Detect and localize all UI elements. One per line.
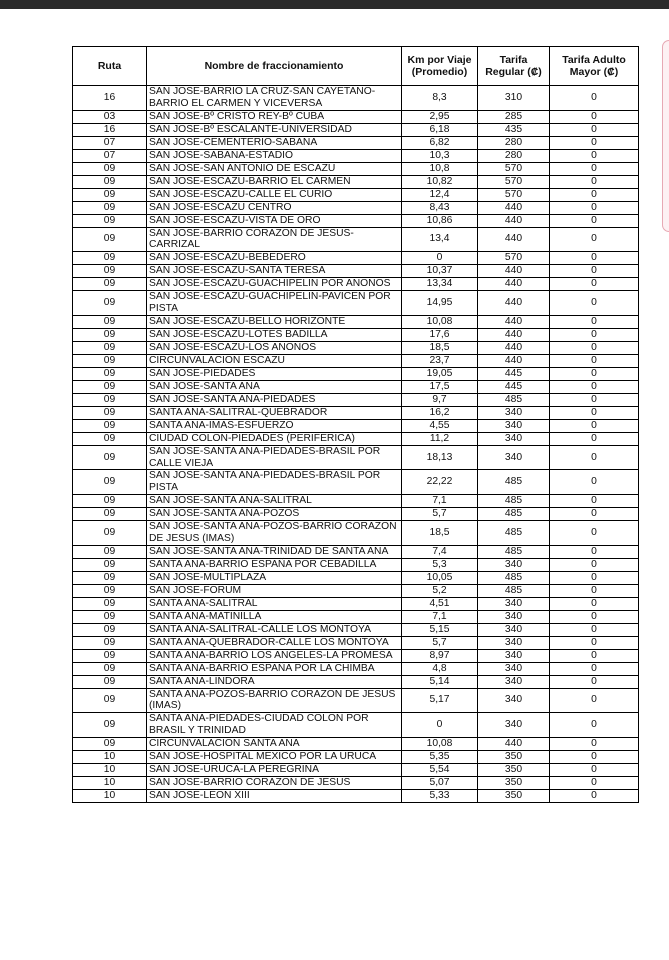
table-row bbox=[73, 713, 639, 738]
cell-tarifa-regular: 340 bbox=[478, 713, 550, 738]
cell-tarifa-adulto: 0 bbox=[550, 763, 639, 776]
cell-nombre: SAN JOSE-ESCAZU-LOS ANONOS bbox=[147, 341, 402, 354]
table-row bbox=[73, 367, 639, 380]
cell-tarifa-regular: 340 bbox=[478, 432, 550, 445]
cell-tarifa-adulto: 0 bbox=[550, 584, 639, 597]
top-bar bbox=[0, 0, 669, 9]
cell-km: 22,22 bbox=[402, 470, 478, 495]
cell-nombre: SAN JOSE-PIEDADES bbox=[147, 367, 402, 380]
cell-tarifa-regular: 440 bbox=[478, 737, 550, 750]
cell-ruta: 07 bbox=[73, 136, 147, 149]
cell-tarifa-adulto: 0 bbox=[550, 291, 639, 316]
cell-ruta: 09 bbox=[73, 341, 147, 354]
table-row bbox=[73, 520, 639, 545]
cell-km: 17,6 bbox=[402, 328, 478, 341]
cell-tarifa-adulto: 0 bbox=[550, 750, 639, 763]
table-row bbox=[73, 445, 639, 470]
table-row bbox=[73, 750, 639, 763]
cell-nombre: SAN JOSE-ESCAZU-LOTES BADILLA bbox=[147, 328, 402, 341]
cell-km: 12,4 bbox=[402, 188, 478, 201]
cell-tarifa-regular: 350 bbox=[478, 763, 550, 776]
cell-nombre: SAN JOSE-ESCAZU-SANTA TERESA bbox=[147, 265, 402, 278]
cell-km: 5,7 bbox=[402, 507, 478, 520]
cell-km: 10,08 bbox=[402, 737, 478, 750]
cell-tarifa-regular: 445 bbox=[478, 380, 550, 393]
header-row bbox=[73, 47, 639, 86]
cell-km: 10,86 bbox=[402, 214, 478, 227]
table-row bbox=[73, 688, 639, 713]
table-row bbox=[73, 123, 639, 136]
table-row bbox=[73, 649, 639, 662]
cell-tarifa-adulto: 0 bbox=[550, 86, 639, 111]
cell-tarifa-regular: 570 bbox=[478, 252, 550, 265]
cell-nombre: SAN JOSE-ESCAZU-BELLO HORIZONTE bbox=[147, 315, 402, 328]
cell-ruta: 09 bbox=[73, 584, 147, 597]
cell-tarifa-regular: 440 bbox=[478, 278, 550, 291]
cell-km: 14,95 bbox=[402, 291, 478, 316]
cell-ruta: 09 bbox=[73, 201, 147, 214]
cell-tarifa-adulto: 0 bbox=[550, 545, 639, 558]
cell-tarifa-regular: 570 bbox=[478, 162, 550, 175]
cell-tarifa-adulto: 0 bbox=[550, 688, 639, 713]
cell-ruta: 07 bbox=[73, 149, 147, 162]
cell-km: 18,5 bbox=[402, 341, 478, 354]
cell-nombre: SANTA ANA-BARRIO LOS ANGELES-LA PROMESA bbox=[147, 649, 402, 662]
table-row bbox=[73, 393, 639, 406]
cell-km: 5,15 bbox=[402, 623, 478, 636]
cell-tarifa-adulto: 0 bbox=[550, 278, 639, 291]
cell-nombre: SAN JOSE-SANTA ANA-PIEDADES-BRASIL POR CALLE VIEJA bbox=[147, 445, 402, 470]
cell-km: 19,05 bbox=[402, 367, 478, 380]
cell-km: 8,97 bbox=[402, 649, 478, 662]
cell-tarifa-regular: 280 bbox=[478, 149, 550, 162]
table-row bbox=[73, 789, 639, 802]
cell-tarifa-adulto: 0 bbox=[550, 636, 639, 649]
cell-km: 18,5 bbox=[402, 520, 478, 545]
cell-km: 5,33 bbox=[402, 789, 478, 802]
table-row bbox=[73, 354, 639, 367]
cell-nombre: SANTA ANA-PIEDADES-CIUDAD COLON POR BRASIL Y TRINIDAD bbox=[147, 713, 402, 738]
cell-tarifa-regular: 485 bbox=[478, 520, 550, 545]
cell-tarifa-adulto: 0 bbox=[550, 328, 639, 341]
cell-tarifa-adulto: 0 bbox=[550, 367, 639, 380]
cell-km: 7,1 bbox=[402, 494, 478, 507]
header-tarifa-regular: Tarifa Regular (₡) bbox=[478, 47, 550, 86]
cell-tarifa-regular: 440 bbox=[478, 291, 550, 316]
cell-ruta: 09 bbox=[73, 380, 147, 393]
table-row bbox=[73, 470, 639, 495]
cell-tarifa-regular: 340 bbox=[478, 623, 550, 636]
table-row bbox=[73, 227, 639, 252]
cell-ruta: 09 bbox=[73, 494, 147, 507]
cell-tarifa-regular: 440 bbox=[478, 214, 550, 227]
cell-km: 10,82 bbox=[402, 175, 478, 188]
cell-km: 11,2 bbox=[402, 432, 478, 445]
cell-ruta: 09 bbox=[73, 597, 147, 610]
cell-nombre: SANTA ANA-POZOS-BARRIO CORAZON DE JESUS (IMAS) bbox=[147, 688, 402, 713]
cell-nombre: SAN JOSE-ESCAZU-GUACHIPELIN POR ANONOS bbox=[147, 278, 402, 291]
cell-tarifa-regular: 445 bbox=[478, 367, 550, 380]
cell-nombre: SANTA ANA-QUEBRADOR-CALLE LOS MONTOYA bbox=[147, 636, 402, 649]
cell-nombre: SAN JOSE-CEMENTERIO-SABANA bbox=[147, 136, 402, 149]
cell-tarifa-regular: 440 bbox=[478, 201, 550, 214]
cell-ruta: 09 bbox=[73, 291, 147, 316]
cell-tarifa-adulto: 0 bbox=[550, 123, 639, 136]
cell-nombre: SAN JOSE-SANTA ANA-PIEDADES-BRASIL POR PISTA bbox=[147, 470, 402, 495]
table-row bbox=[73, 494, 639, 507]
cell-ruta: 09 bbox=[73, 419, 147, 432]
cell-nombre: SANTA ANA-SALITRAL-CALLE LOS MONTOYA bbox=[147, 623, 402, 636]
cell-nombre: SAN JOSE-Bº ESCALANTE-UNIVERSIDAD bbox=[147, 123, 402, 136]
table-row bbox=[73, 110, 639, 123]
cell-tarifa-regular: 440 bbox=[478, 354, 550, 367]
cell-ruta: 09 bbox=[73, 354, 147, 367]
table-row bbox=[73, 315, 639, 328]
cell-ruta: 09 bbox=[73, 227, 147, 252]
cell-km: 6,18 bbox=[402, 123, 478, 136]
cell-ruta: 09 bbox=[73, 470, 147, 495]
cell-tarifa-adulto: 0 bbox=[550, 162, 639, 175]
cell-tarifa-adulto: 0 bbox=[550, 520, 639, 545]
cell-tarifa-adulto: 0 bbox=[550, 406, 639, 419]
cell-km: 16,2 bbox=[402, 406, 478, 419]
cell-tarifa-regular: 570 bbox=[478, 188, 550, 201]
cell-km: 0 bbox=[402, 252, 478, 265]
cell-nombre: SAN JOSE-BARRIO CORAZON DE JESUS bbox=[147, 776, 402, 789]
cell-km: 8,3 bbox=[402, 86, 478, 111]
cell-tarifa-regular: 340 bbox=[478, 419, 550, 432]
table-row bbox=[73, 328, 639, 341]
cell-ruta: 09 bbox=[73, 737, 147, 750]
table-row bbox=[73, 507, 639, 520]
cell-ruta: 10 bbox=[73, 776, 147, 789]
cell-tarifa-regular: 350 bbox=[478, 789, 550, 802]
cell-ruta: 09 bbox=[73, 328, 147, 341]
cell-tarifa-adulto: 0 bbox=[550, 789, 639, 802]
cell-tarifa-adulto: 0 bbox=[550, 494, 639, 507]
table-row bbox=[73, 432, 639, 445]
cell-tarifa-adulto: 0 bbox=[550, 610, 639, 623]
cell-tarifa-regular: 340 bbox=[478, 636, 550, 649]
cell-tarifa-adulto: 0 bbox=[550, 188, 639, 201]
cell-nombre: SAN JOSE-Bº CRISTO REY-Bº CUBA bbox=[147, 110, 402, 123]
table-row bbox=[73, 380, 639, 393]
table-row bbox=[73, 662, 639, 675]
cell-tarifa-regular: 340 bbox=[478, 406, 550, 419]
table-row bbox=[73, 737, 639, 750]
cell-km: 5,54 bbox=[402, 763, 478, 776]
cell-tarifa-adulto: 0 bbox=[550, 265, 639, 278]
cell-ruta: 09 bbox=[73, 265, 147, 278]
cell-tarifa-regular: 440 bbox=[478, 315, 550, 328]
cell-tarifa-adulto: 0 bbox=[550, 507, 639, 520]
cell-tarifa-regular: 485 bbox=[478, 571, 550, 584]
cell-nombre: SAN JOSE-ESCAZU-VISTA DE ORO bbox=[147, 214, 402, 227]
cell-tarifa-adulto: 0 bbox=[550, 597, 639, 610]
table-row bbox=[73, 545, 639, 558]
table-row bbox=[73, 291, 639, 316]
cell-tarifa-regular: 310 bbox=[478, 86, 550, 111]
table-row bbox=[73, 636, 639, 649]
cell-tarifa-adulto: 0 bbox=[550, 445, 639, 470]
side-scroll-handle[interactable] bbox=[662, 40, 669, 232]
cell-ruta: 09 bbox=[73, 406, 147, 419]
cell-tarifa-adulto: 0 bbox=[550, 623, 639, 636]
cell-km: 10,05 bbox=[402, 571, 478, 584]
cell-ruta: 09 bbox=[73, 545, 147, 558]
cell-km: 13,34 bbox=[402, 278, 478, 291]
table-row bbox=[73, 763, 639, 776]
table-row bbox=[73, 558, 639, 571]
cell-tarifa-regular: 285 bbox=[478, 110, 550, 123]
cell-ruta: 09 bbox=[73, 649, 147, 662]
table-row bbox=[73, 136, 639, 149]
table-row bbox=[73, 776, 639, 789]
cell-ruta: 09 bbox=[73, 520, 147, 545]
cell-km: 7,4 bbox=[402, 545, 478, 558]
cell-tarifa-regular: 485 bbox=[478, 584, 550, 597]
cell-tarifa-adulto: 0 bbox=[550, 214, 639, 227]
cell-tarifa-regular: 340 bbox=[478, 675, 550, 688]
table-row bbox=[73, 571, 639, 584]
cell-tarifa-regular: 440 bbox=[478, 341, 550, 354]
cell-nombre: CIRCUNVALACION SANTA ANA bbox=[147, 737, 402, 750]
cell-nombre: CIRCUNVALACION ESCAZU bbox=[147, 354, 402, 367]
cell-tarifa-regular: 340 bbox=[478, 649, 550, 662]
cell-ruta: 10 bbox=[73, 763, 147, 776]
table-row bbox=[73, 406, 639, 419]
cell-km: 23,7 bbox=[402, 354, 478, 367]
cell-km: 5,35 bbox=[402, 750, 478, 763]
cell-nombre: SANTA ANA-SALITRAL-QUEBRADOR bbox=[147, 406, 402, 419]
cell-ruta: 09 bbox=[73, 162, 147, 175]
cell-tarifa-adulto: 0 bbox=[550, 201, 639, 214]
table-row bbox=[73, 584, 639, 597]
cell-ruta: 09 bbox=[73, 610, 147, 623]
table-row bbox=[73, 175, 639, 188]
table-row bbox=[73, 162, 639, 175]
cell-km: 8,43 bbox=[402, 201, 478, 214]
cell-nombre: SANTA ANA-SALITRAL bbox=[147, 597, 402, 610]
cell-nombre: SAN JOSE-ESCAZU-BARRIO EL CARMEN bbox=[147, 175, 402, 188]
cell-nombre: SAN JOSE-ESCAZU-GUACHIPELIN-PAVICEN POR PISTA bbox=[147, 291, 402, 316]
cell-km: 18,13 bbox=[402, 445, 478, 470]
cell-tarifa-adulto: 0 bbox=[550, 649, 639, 662]
cell-ruta: 09 bbox=[73, 393, 147, 406]
cell-ruta: 09 bbox=[73, 432, 147, 445]
cell-tarifa-adulto: 0 bbox=[550, 136, 639, 149]
cell-ruta: 09 bbox=[73, 507, 147, 520]
cell-ruta: 09 bbox=[73, 188, 147, 201]
cell-ruta: 09 bbox=[73, 252, 147, 265]
cell-ruta: 09 bbox=[73, 623, 147, 636]
cell-tarifa-adulto: 0 bbox=[550, 662, 639, 675]
cell-ruta: 16 bbox=[73, 86, 147, 111]
cell-tarifa-regular: 340 bbox=[478, 688, 550, 713]
table-row bbox=[73, 149, 639, 162]
cell-tarifa-adulto: 0 bbox=[550, 776, 639, 789]
table-row bbox=[73, 341, 639, 354]
cell-tarifa-adulto: 0 bbox=[550, 380, 639, 393]
cell-nombre: SAN JOSE-SANTA ANA-PIEDADES bbox=[147, 393, 402, 406]
cell-tarifa-regular: 440 bbox=[478, 227, 550, 252]
cell-tarifa-adulto: 0 bbox=[550, 432, 639, 445]
cell-tarifa-adulto: 0 bbox=[550, 315, 639, 328]
table-row bbox=[73, 265, 639, 278]
header-km: Km por Viaje (Promedio) bbox=[402, 47, 478, 86]
cell-ruta: 03 bbox=[73, 110, 147, 123]
cell-km: 0 bbox=[402, 713, 478, 738]
cell-tarifa-adulto: 0 bbox=[550, 252, 639, 265]
table-row bbox=[73, 623, 639, 636]
cell-tarifa-regular: 340 bbox=[478, 445, 550, 470]
cell-tarifa-adulto: 0 bbox=[550, 737, 639, 750]
cell-tarifa-adulto: 0 bbox=[550, 175, 639, 188]
cell-km: 17,5 bbox=[402, 380, 478, 393]
cell-km: 10,08 bbox=[402, 315, 478, 328]
cell-km: 2,95 bbox=[402, 110, 478, 123]
cell-tarifa-regular: 435 bbox=[478, 123, 550, 136]
table-row bbox=[73, 419, 639, 432]
cell-tarifa-adulto: 0 bbox=[550, 227, 639, 252]
cell-ruta: 09 bbox=[73, 713, 147, 738]
cell-nombre: SANTA ANA-IMAS-ESFUERZO bbox=[147, 419, 402, 432]
cell-nombre: SAN JOSE-SABANA-ESTADIO bbox=[147, 149, 402, 162]
cell-km: 7,1 bbox=[402, 610, 478, 623]
cell-km: 5,2 bbox=[402, 584, 478, 597]
cell-ruta: 09 bbox=[73, 315, 147, 328]
cell-nombre: SAN JOSE-URUCA-LA PEREGRINA bbox=[147, 763, 402, 776]
cell-tarifa-regular: 340 bbox=[478, 662, 550, 675]
cell-nombre: SAN JOSE-MULTIPLAZA bbox=[147, 571, 402, 584]
cell-tarifa-regular: 440 bbox=[478, 265, 550, 278]
cell-tarifa-regular: 350 bbox=[478, 750, 550, 763]
cell-tarifa-regular: 350 bbox=[478, 776, 550, 789]
cell-nombre: SAN JOSE-BARRIO CORAZON DE JESUS-CARRIZAL bbox=[147, 227, 402, 252]
cell-nombre: SANTA ANA-LINDORA bbox=[147, 675, 402, 688]
cell-tarifa-adulto: 0 bbox=[550, 149, 639, 162]
cell-ruta: 09 bbox=[73, 558, 147, 571]
cell-km: 4,8 bbox=[402, 662, 478, 675]
cell-ruta: 09 bbox=[73, 571, 147, 584]
table-row bbox=[73, 278, 639, 291]
cell-ruta: 10 bbox=[73, 750, 147, 763]
cell-km: 13,4 bbox=[402, 227, 478, 252]
cell-km: 4,55 bbox=[402, 419, 478, 432]
cell-km: 5,07 bbox=[402, 776, 478, 789]
cell-tarifa-adulto: 0 bbox=[550, 419, 639, 432]
cell-km: 4,51 bbox=[402, 597, 478, 610]
cell-nombre: SANTA ANA-BARRIO ESPAÑA POR LA CHIMBA bbox=[147, 662, 402, 675]
cell-nombre: SAN JOSE-SANTA ANA-POZOS bbox=[147, 507, 402, 520]
cell-nombre: CIUDAD COLON-PIEDADES (PERIFERICA) bbox=[147, 432, 402, 445]
cell-tarifa-regular: 485 bbox=[478, 545, 550, 558]
cell-tarifa-regular: 340 bbox=[478, 610, 550, 623]
cell-tarifa-adulto: 0 bbox=[550, 558, 639, 571]
cell-nombre: SAN JOSE-BARRIO LA CRUZ-SAN CAYETANO-BARRIO EL CARMEN Y VICEVERSA bbox=[147, 86, 402, 111]
cell-tarifa-regular: 485 bbox=[478, 393, 550, 406]
cell-ruta: 09 bbox=[73, 367, 147, 380]
cell-km: 5,3 bbox=[402, 558, 478, 571]
cell-km: 6,82 bbox=[402, 136, 478, 149]
cell-tarifa-regular: 485 bbox=[478, 507, 550, 520]
cell-ruta: 09 bbox=[73, 636, 147, 649]
cell-ruta: 09 bbox=[73, 662, 147, 675]
cell-km: 5,14 bbox=[402, 675, 478, 688]
cell-tarifa-adulto: 0 bbox=[550, 393, 639, 406]
cell-tarifa-regular: 340 bbox=[478, 558, 550, 571]
table-row bbox=[73, 188, 639, 201]
header-ruta: Ruta bbox=[73, 47, 147, 86]
cell-nombre: SANTA ANA-MATINILLA bbox=[147, 610, 402, 623]
cell-ruta: 09 bbox=[73, 445, 147, 470]
cell-km: 5,7 bbox=[402, 636, 478, 649]
cell-km: 9,7 bbox=[402, 393, 478, 406]
cell-ruta: 16 bbox=[73, 123, 147, 136]
cell-ruta: 09 bbox=[73, 675, 147, 688]
table-row bbox=[73, 214, 639, 227]
cell-tarifa-adulto: 0 bbox=[550, 341, 639, 354]
cell-nombre: SAN JOSE-ESCAZU-BEBEDERO bbox=[147, 252, 402, 265]
cell-nombre: SAN JOSE-SAN ANTONIO DE ESCAZU bbox=[147, 162, 402, 175]
cell-nombre: SANTA ANA-BARRIO ESPAÑA POR CEBADILLA bbox=[147, 558, 402, 571]
cell-tarifa-regular: 340 bbox=[478, 597, 550, 610]
cell-km: 5,17 bbox=[402, 688, 478, 713]
cell-km: 10,3 bbox=[402, 149, 478, 162]
table-row bbox=[73, 201, 639, 214]
cell-tarifa-adulto: 0 bbox=[550, 470, 639, 495]
cell-ruta: 10 bbox=[73, 789, 147, 802]
table-row bbox=[73, 252, 639, 265]
table-row bbox=[73, 86, 639, 111]
cell-nombre: SAN JOSE-ESCAZU-CALLE EL CURIO bbox=[147, 188, 402, 201]
header-nombre: Nombre de fraccionamiento bbox=[147, 47, 402, 86]
cell-tarifa-adulto: 0 bbox=[550, 571, 639, 584]
cell-nombre: SAN JOSE-SANTA ANA bbox=[147, 380, 402, 393]
cell-tarifa-regular: 280 bbox=[478, 136, 550, 149]
cell-nombre: SAN JOSE-ESCAZU CENTRO bbox=[147, 201, 402, 214]
cell-nombre: SAN JOSE-SANTA ANA-TRINIDAD DE SANTA ANA bbox=[147, 545, 402, 558]
cell-tarifa-regular: 485 bbox=[478, 470, 550, 495]
header-tarifa-adulto: Tarifa Adulto Mayor (₡) bbox=[550, 47, 639, 86]
cell-tarifa-regular: 570 bbox=[478, 175, 550, 188]
cell-ruta: 09 bbox=[73, 214, 147, 227]
table-row bbox=[73, 597, 639, 610]
cell-ruta: 09 bbox=[73, 278, 147, 291]
cell-nombre: SAN JOSE-HOSPITAL MEXICO POR LA URUCA bbox=[147, 750, 402, 763]
cell-nombre: SAN JOSE-SANTA ANA-POZOS-BARRIO CORAZON DE JESUS (IMAS) bbox=[147, 520, 402, 545]
cell-nombre: SAN JOSE-LEON XIII bbox=[147, 789, 402, 802]
cell-tarifa-adulto: 0 bbox=[550, 110, 639, 123]
cell-tarifa-adulto: 0 bbox=[550, 675, 639, 688]
cell-nombre: SAN JOSE-SANTA ANA-SALITRAL bbox=[147, 494, 402, 507]
cell-nombre: SAN JOSE-FORUM bbox=[147, 584, 402, 597]
cell-tarifa-adulto: 0 bbox=[550, 354, 639, 367]
cell-km: 10,8 bbox=[402, 162, 478, 175]
cell-ruta: 09 bbox=[73, 175, 147, 188]
cell-ruta: 09 bbox=[73, 688, 147, 713]
cell-tarifa-regular: 440 bbox=[478, 328, 550, 341]
cell-tarifa-adulto: 0 bbox=[550, 713, 639, 738]
cell-tarifa-regular: 485 bbox=[478, 494, 550, 507]
cell-km: 10,37 bbox=[402, 265, 478, 278]
fare-table bbox=[72, 46, 639, 803]
table-row bbox=[73, 610, 639, 623]
table-row bbox=[73, 675, 639, 688]
